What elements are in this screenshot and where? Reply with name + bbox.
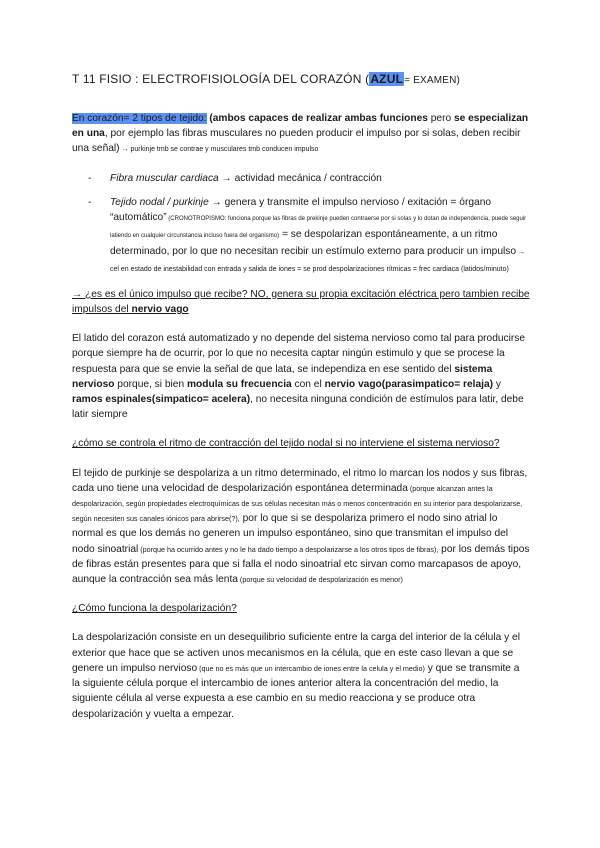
p3-text-1: La despolarización consiste en un desequilibrio suficiente entre la carga del interior de la célula y el exterior que hace que se activen unos mecanismos en la célula, que en este caso llevan a que se genere un impulso nervioso	[72, 632, 520, 674]
p2-small-2: (porque ha ocurrido antes y no le ha dado tiempo a despolarizarse a los otros tipos de fibras),	[138, 544, 439, 554]
intro-small-note: → purkinje tmb se contrae y musculares tmb conducen impulso	[119, 146, 319, 154]
bullet-2-text-1: → genera y transmite el impulso nervioso / exitación = órgano “automático”	[110, 196, 492, 224]
question-impulso	[72, 287, 530, 317]
p3-text-2: y que se transmite a la siguiente célula porque el intercambio de iones anterior altera la concentración del medio, la siguiente célula al verse expuesta a ese cambio en su medio reacciona y se produce otra despolarización y vuelta a empezar.	[72, 662, 520, 720]
intro-paragraph	[72, 111, 530, 158]
title-rest: = EXAMEN)	[404, 75, 461, 86]
intro-bold-1: (ambos capaces de realizar ambas funciones	[206, 113, 428, 124]
page-title	[72, 72, 530, 86]
p1-text-1: El latido del corazon está automatizado y no depende del sistema nervioso como tal para producirse porque siempre ha de ocurrir, por lo que no necesita captar ningún estimulo y que se procese la respuesta para que se envie la señal de que lata, se independiza en ese sentido del	[72, 333, 526, 375]
bullet-2-text-2: = se despolarizan espontáneamente, a un ritmo determinado, por lo que no necesitan recibir un estímulo externo para producir un impulso	[110, 229, 517, 258]
question-despolarizacion: ¿Cómo funciona la despolarización?	[72, 603, 237, 615]
intro-text-1: pero	[427, 113, 454, 124]
bullet-2-italic: Tejido nodal / purkinje	[110, 196, 209, 208]
p3-small-1: (que no es más que un intercambio de iones entre la celula y el medio)	[197, 663, 425, 673]
paragraph-despolarizacion	[72, 630, 530, 721]
intro-highlight: En corazón= 2 tipos de tejido:	[72, 113, 207, 124]
question-1-text: → ¿es es el único impulso que recibe? NO, genera su propia excitación eléctrica pero tambien recibe impulsos del	[72, 288, 530, 316]
p2-text-2: por lo que si se despolariza primero el nodo sino atrial lo normal es que los demás no generen un impulso espontáneo, sino que transmitan el impulso del nodo sinoatrial	[72, 513, 509, 555]
p1-text-5: , no necesita ninguna condición de estímulos para latir, debe latir siempre	[72, 394, 524, 421]
p1-bold-4: ramos espinales(simpatico= acelera)	[72, 394, 251, 406]
p1-bold-1: sistema nervioso	[72, 363, 493, 390]
title-main: T 11 FISIO : ELECTROFISIOLOGÍA DEL CORAZÓN (	[72, 72, 370, 86]
bullet-2-tiny-note: (CRONOTROPISMO: funciona porque las fibras de prekinje pueden contraerse por si solas y lo dotan de independencia, puede seguir latiendo en cualquier circunstancia incluso fuera del organismo)	[110, 216, 527, 240]
bullet-1-italic: Fibra muscular cardiaca	[110, 172, 219, 184]
p1-text-2: porque, si bien	[114, 378, 187, 390]
p2-text-3: por los demás tipos de fibras están presentes para que si falla el nodo sinoatrial etc sirvan como marcapasos de apoyo, aunque la contracción sea más lenta	[72, 543, 530, 586]
title-azul-highlight: AZUL	[370, 72, 404, 86]
paragraph-latido	[72, 331, 530, 422]
intro-text-2: , por ejemplo las fibras musculares no pueden producir el impulso por si solas, deben recibir una señal)	[72, 128, 521, 155]
bullet-dash: -	[88, 172, 92, 184]
p1-bold-3: nervio vago(parasimpatico= relaja)	[324, 378, 494, 390]
bullet-fibra-muscular	[72, 171, 530, 186]
intro-bold-2: se especializan en una	[72, 113, 529, 140]
p2-small-3: (porque su velocidad de despolarización es menor)	[237, 575, 403, 585]
question-ritmo: ¿cómo se controla el ritmo de contracción del tejido nodal si no interviene el sistema nervioso?	[72, 438, 500, 450]
p1-text-4: y	[493, 378, 501, 390]
p1-bold-2: modula su frecuencia	[186, 378, 292, 390]
bullet-dash: -	[88, 196, 92, 208]
question-1-bold: nervio vago	[131, 304, 189, 316]
p2-text-1: El tejido de purkinje se despolariza a un ritmo determinado, el ritmo lo marcan los nodos y sus fibras, cada uno tiene una velocidad de despolarización espontánea determinada	[72, 467, 528, 494]
paragraph-purkinje	[72, 466, 530, 588]
bullet-1-text: → actividad mecánica / contracción	[218, 172, 382, 184]
p2-small-1: (porque alcanzan antes la despolarización, según propiedades electroquímicas de sus células necesitan más o menos concentración en su interior para despolarizarse, según necesiten sus canales iónicos para abrirse(?),	[72, 483, 523, 524]
bullet-2-small-note: → cel en estado de inestabilidad con entrada y salida de iones = se prod despolarizaciones rítmicas = frec cardiaca (latidos/minuto)	[110, 249, 525, 273]
bullet-tejido-nodal	[72, 195, 530, 277]
tissue-bullet-list	[72, 171, 530, 277]
p1-text-3: con el	[291, 378, 325, 390]
